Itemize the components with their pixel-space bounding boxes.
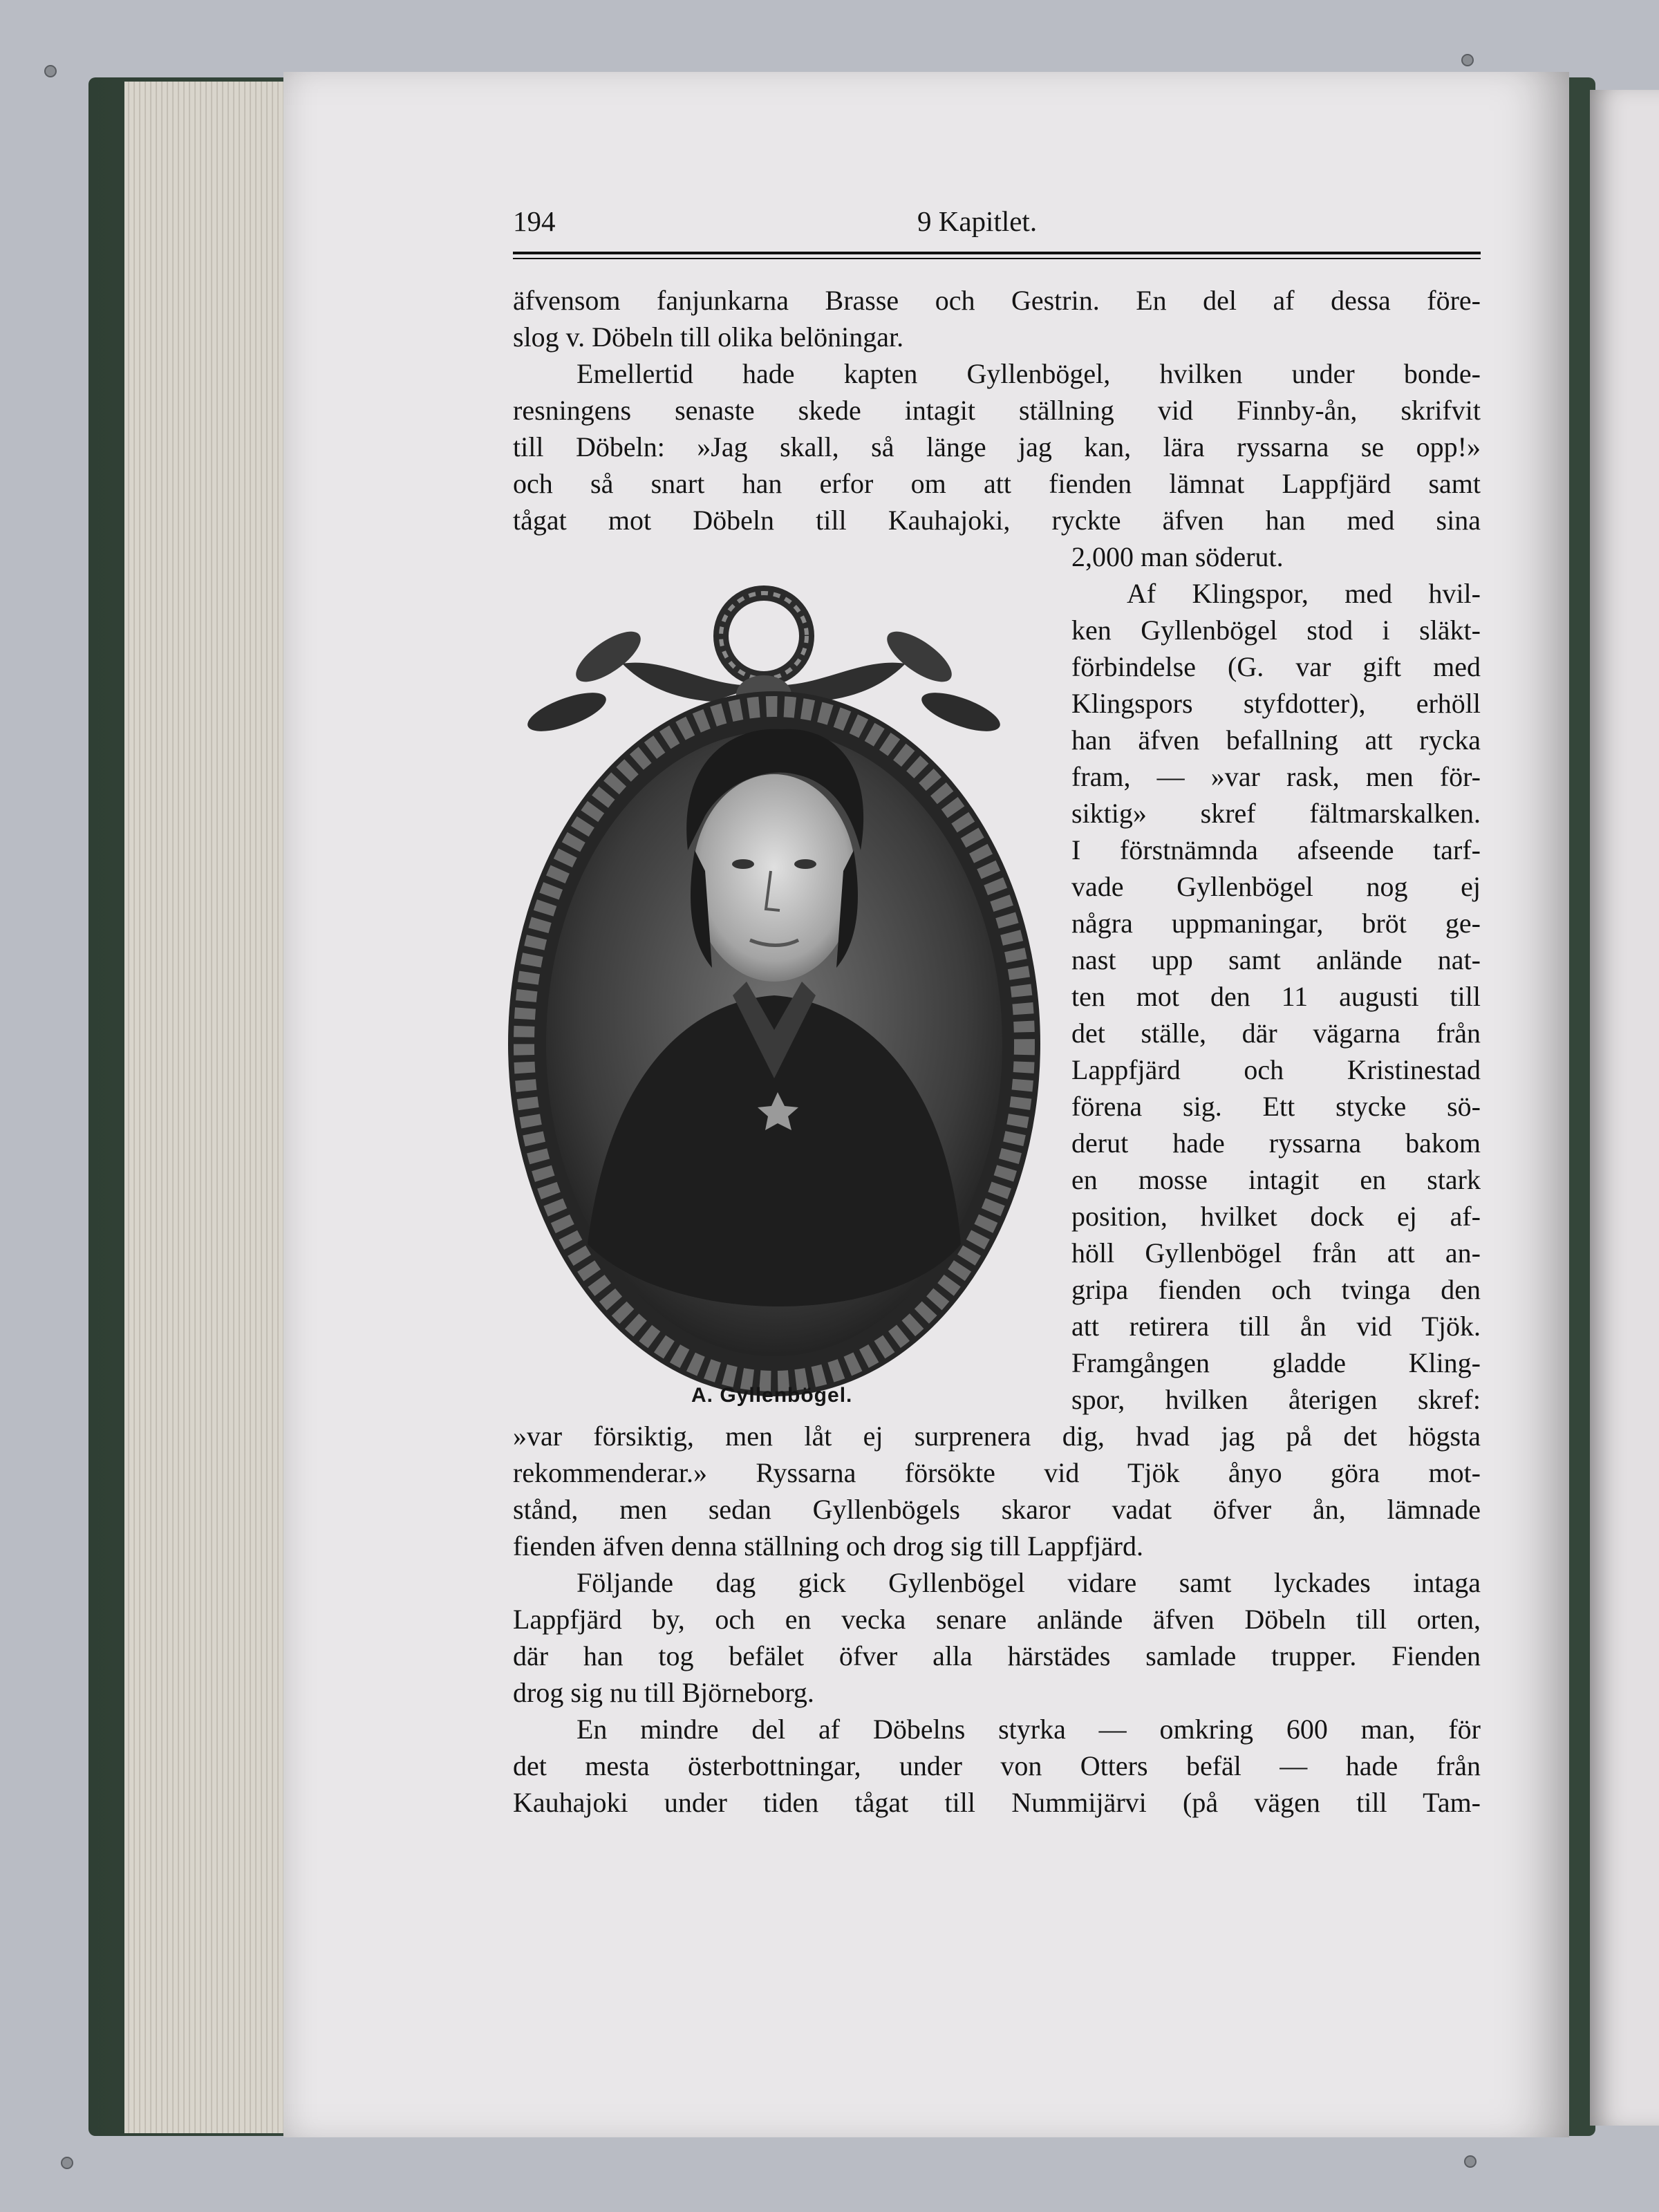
body-line: fram, — »var rask, men för- <box>1071 761 1481 792</box>
body-line: Lappfjärd by, och en vecka senare anlände äfven Döbeln till orten, <box>513 1604 1481 1635</box>
body-line: stånd, men sedan Gyllenbögels skaror vadat öfver ån, lämnade <box>513 1494 1481 1525</box>
body-line: spor, hvilken återigen skref: <box>1071 1384 1481 1415</box>
body-line: I förstnämnda afseende tarf- <box>1071 834 1481 865</box>
body-line: tågat mot Döbeln till Kauhajoki, ryckte äfven han med sina <box>513 505 1481 536</box>
body-line: att retirera till ån vid Tjök. <box>1071 1311 1481 1342</box>
body-line: Klingspors styfdotter), erhöll <box>1071 688 1481 719</box>
portrait-miniature <box>505 553 1044 1410</box>
body-line: rekommenderar.» Ryssarna försökte vid Tjök ånyo göra mot- <box>513 1457 1481 1488</box>
body-line: en mosse intagit en stark <box>1071 1164 1481 1195</box>
body-line: några uppmaningar, bröt ge- <box>1071 908 1481 939</box>
header-rule <box>513 252 1481 254</box>
body-line: där han tog befälet öfver alla härstädes samlade trupper. Fienden <box>513 1640 1481 1671</box>
body-line: Kauhajoki under tiden tågat till Nummijärvi (på vägen till Tam- <box>513 1787 1481 1818</box>
body-line: det mesta österbottningar, under von Otters befäl — hade från <box>513 1750 1481 1781</box>
pin-icon <box>1461 54 1474 66</box>
pin-icon <box>61 2157 73 2169</box>
body-line: förena sig. Ett stycke sö- <box>1071 1091 1481 1122</box>
page-edges <box>124 82 290 2133</box>
facing-page-edge <box>1590 90 1659 2126</box>
body-line: ten mot den 11 augusti till <box>1071 981 1481 1012</box>
body-line: position, hvilket dock ej af- <box>1071 1201 1481 1232</box>
body-line: »var försiktig, men låt ej surprenera dig, hvad jag på det högsta <box>513 1421 1481 1452</box>
body-line: Af Klingspor, med hvil- <box>1127 578 1481 609</box>
body-line: Följande dag gick Gyllenbögel vidare samt lyckades intaga <box>577 1567 1481 1598</box>
page-header <box>513 205 1481 246</box>
body-line: gripa fienden och tvinga den <box>1071 1274 1481 1305</box>
body-line: nast upp samt anlände nat- <box>1071 944 1481 975</box>
running-head: 9 Kapitlet. <box>917 205 1038 237</box>
header-rule-thin <box>513 258 1481 259</box>
body-line: det ställe, där vägarna från <box>1071 1018 1481 1049</box>
body-line: Lappfjärd och Kristinestad <box>1071 1054 1481 1085</box>
body-line: drog sig nu till Björneborg. <box>513 1677 814 1708</box>
body-line: 2,000 man söderut. <box>1071 541 1284 572</box>
body-line: Framgången gladde Kling- <box>1071 1347 1481 1378</box>
figure-caption: A. Gyllenbögel. <box>691 1384 853 1407</box>
body-line: och så snart han erfor om att fienden lämnat Lappfjärd samt <box>513 468 1481 499</box>
body-line: ken Gyllenbögel stod i släkt- <box>1071 615 1481 646</box>
body-line: förbindelse (G. var gift med <box>1071 651 1481 682</box>
body-line: till Döbeln: »Jag skall, så länge jag kan, lära ryssarna se opp!» <box>513 431 1481 462</box>
page-number: 194 <box>513 205 556 237</box>
body-line: höll Gyllenbögel från att an- <box>1071 1237 1481 1268</box>
body-line: Emellertid hade kapten Gyllenbögel, hvilken under bonde- <box>577 358 1481 389</box>
pin-icon <box>44 65 57 77</box>
pin-icon <box>1464 2155 1477 2168</box>
body-line: resningens senaste skede intagit ställning vid Finnby-ån, skrifvit <box>513 395 1481 426</box>
body-line: äfvensom fanjunkarna Brasse och Gestrin. En del af dessa före- <box>513 285 1481 316</box>
body-line: fienden äfven denna ställning och drog sig till Lappfjärd. <box>513 1530 1143 1562</box>
body-line: En mindre del af Döbelns styrka — omkring 600 man, för <box>577 1714 1481 1745</box>
body-line: derut hade ryssarna bakom <box>1071 1127 1481 1159</box>
body-line: vade Gyllenbögel nog ej <box>1071 871 1481 902</box>
body-line: slog v. Döbeln till olika belöningar. <box>513 321 904 353</box>
body-line: siktig» skref fältmarskalken. <box>1071 798 1481 829</box>
body-line: han äfven befallning att rycka <box>1071 724 1481 756</box>
